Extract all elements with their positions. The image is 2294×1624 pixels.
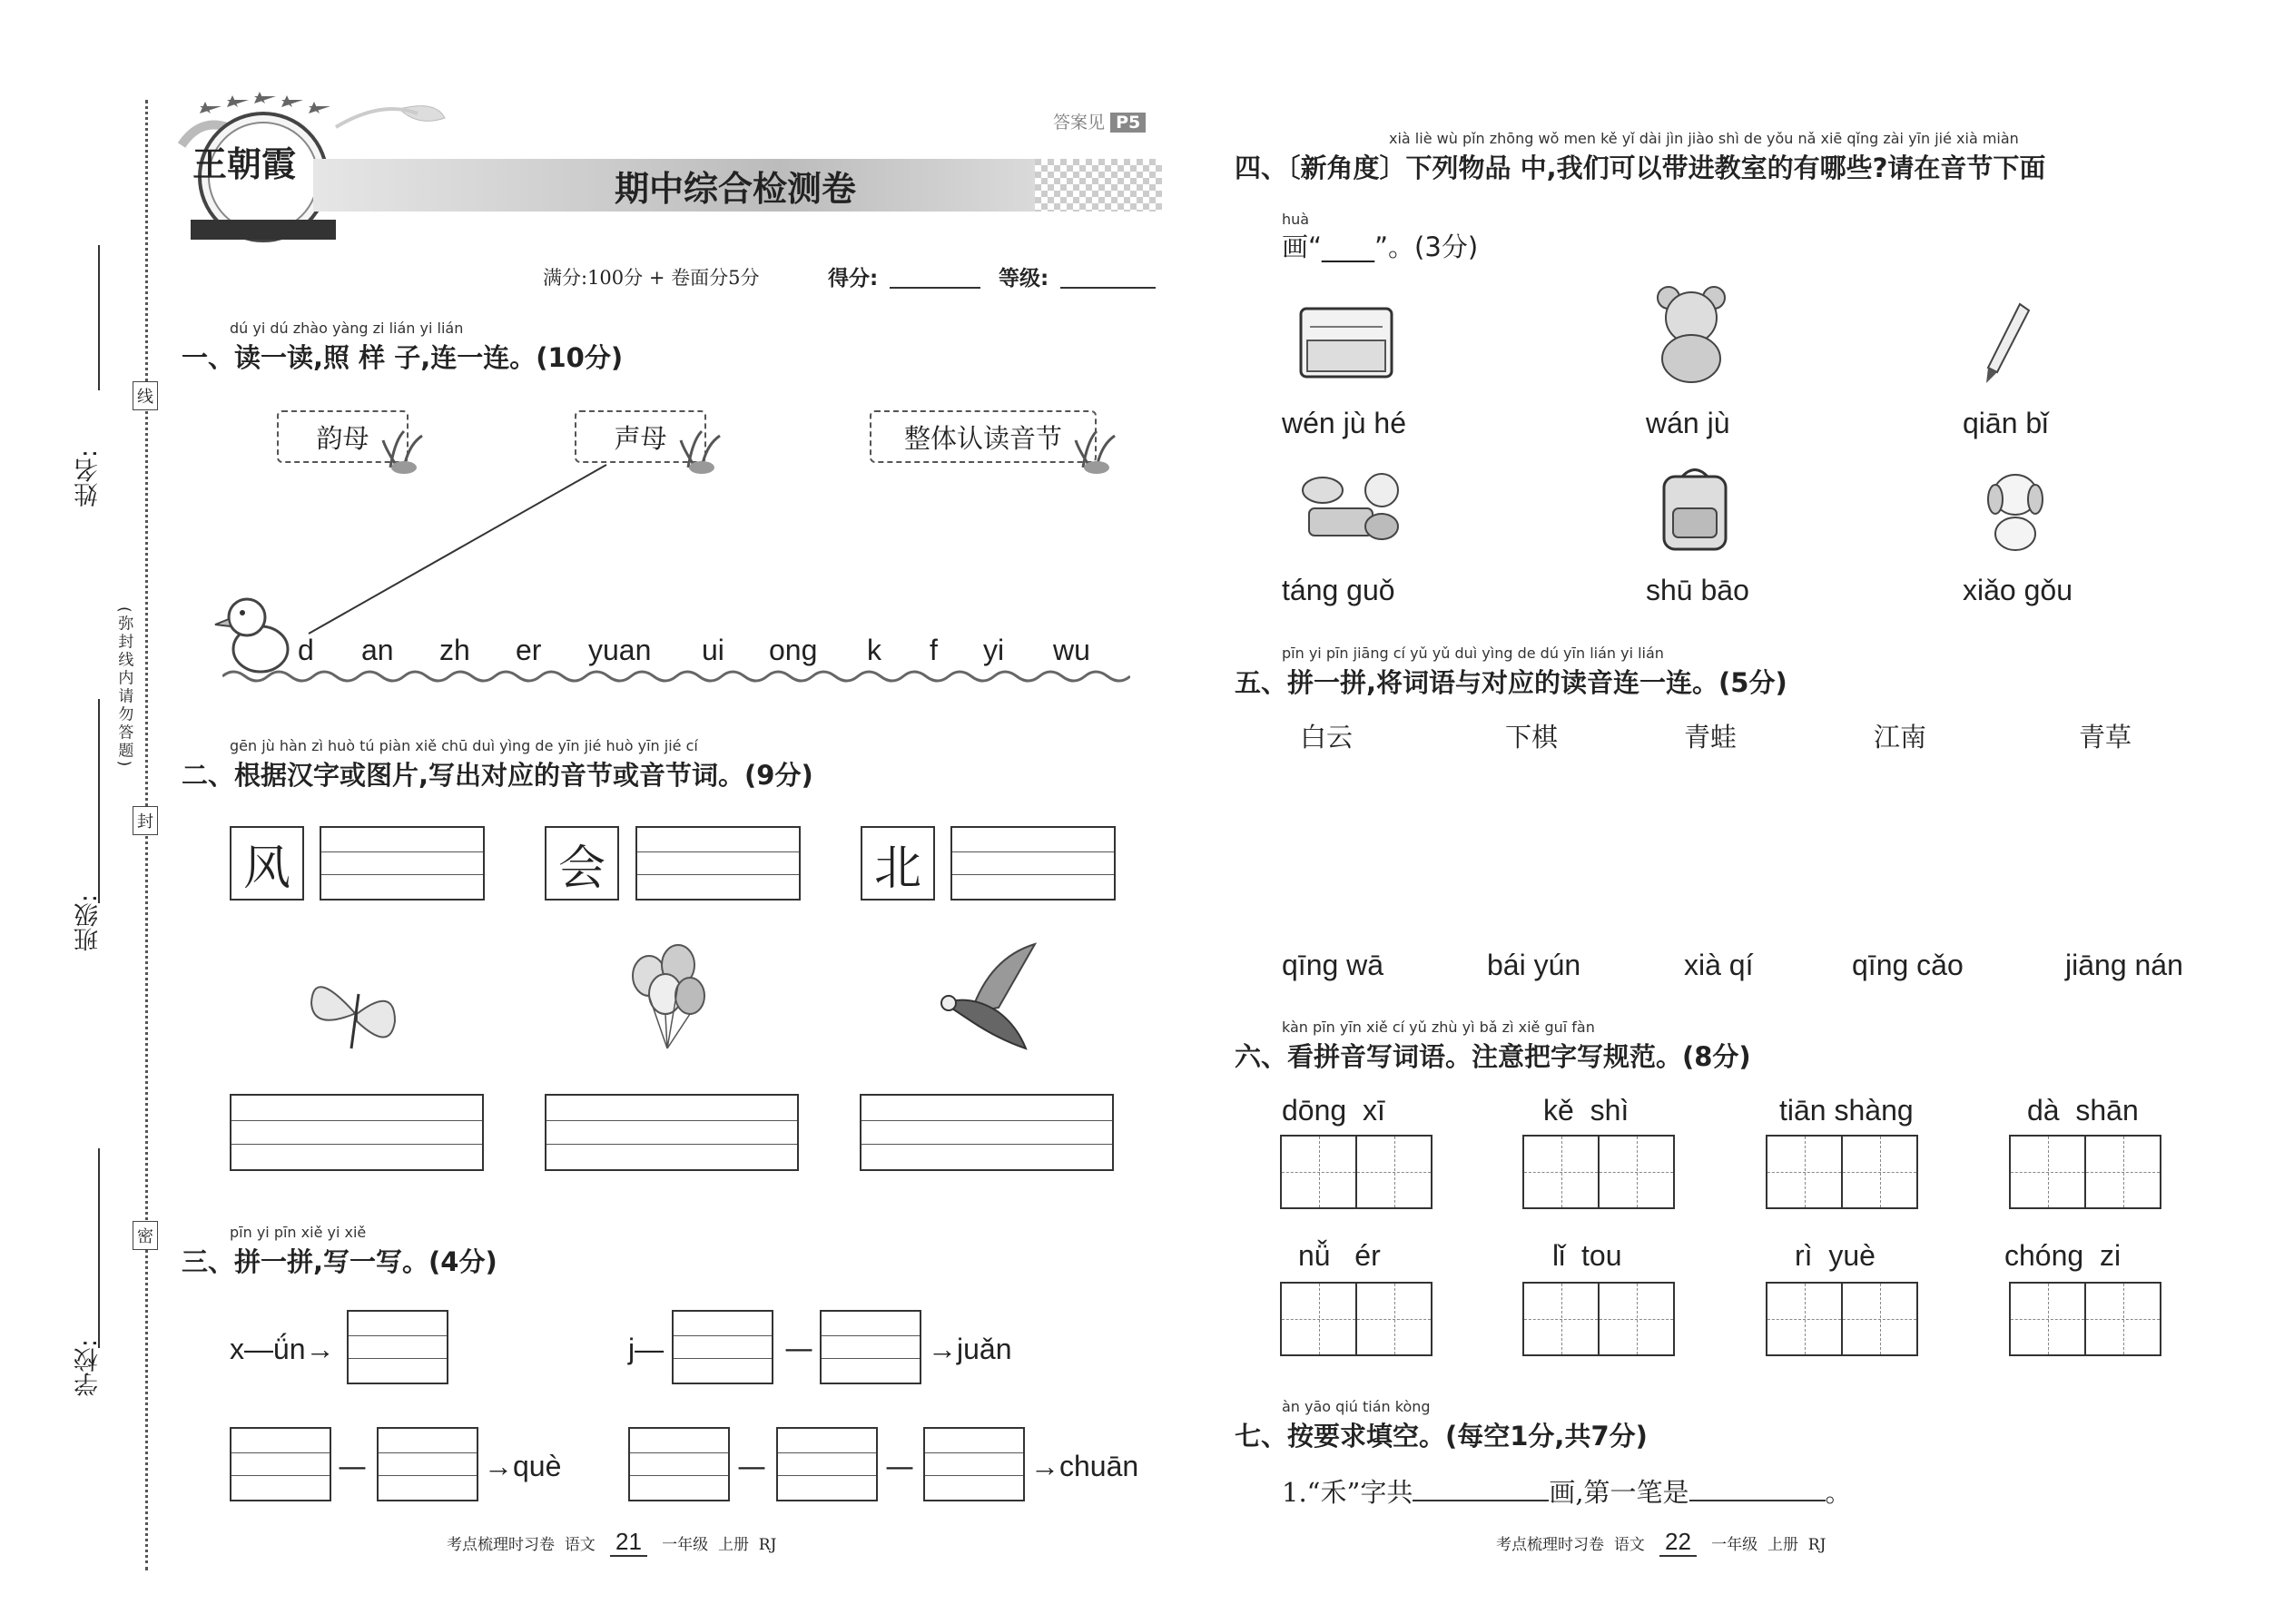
- q7-blank-first-stroke[interactable]: [1689, 1500, 1826, 1501]
- q3-dash: —: [784, 1331, 813, 1365]
- q1-syllable[interactable]: f: [930, 634, 938, 666]
- puppy-icon: [1979, 463, 2052, 554]
- q6-prompt: nǚ ér: [1298, 1239, 1381, 1272]
- q7-blank-strokes[interactable]: [1413, 1500, 1549, 1501]
- q3-dash: —: [737, 1449, 766, 1483]
- tian-grid[interactable]: [1280, 1282, 1433, 1356]
- candy-icon: [1291, 468, 1409, 545]
- q4-title: 四、〔新角度〕下列物品 中,我们可以带进教室的有哪些?请在音节下面: [1235, 153, 2046, 183]
- class-line: [98, 699, 100, 903]
- tian-grid[interactable]: [1280, 1135, 1433, 1209]
- q4-item-pinyin[interactable]: wén jù hé: [1282, 407, 1406, 439]
- q5-reading[interactable]: qīng wā: [1282, 949, 1384, 981]
- q3-answer-box[interactable]: [230, 1427, 331, 1501]
- q4-item-pinyin[interactable]: shū bāo: [1646, 574, 1749, 606]
- q1-pinyin: dú yi dú zhào yàng zi lián yi lián: [230, 320, 464, 337]
- tian-grid[interactable]: [1766, 1135, 1918, 1209]
- q6-prompt: rì yuè: [1795, 1239, 1876, 1272]
- q2-answer-box[interactable]: [635, 826, 801, 901]
- q1-syllable[interactable]: k: [867, 634, 881, 666]
- q1-syllable[interactable]: zh: [439, 634, 470, 666]
- q5-word[interactable]: 青蛙: [1684, 722, 1738, 753]
- q6-prompt: tiān shàng: [1779, 1094, 1914, 1127]
- q1-syllable[interactable]: wu: [1053, 634, 1090, 666]
- footer-left: 考点梳理时习卷 语文 21 一年级 上册 RJ: [447, 1528, 777, 1555]
- q6-prompt: dà shān: [2027, 1094, 2139, 1127]
- grade-label: 等级:: [999, 267, 1049, 290]
- tian-grid[interactable]: [1522, 1135, 1675, 1209]
- q1-box-whole-syllables[interactable]: 整体认读音节: [870, 410, 1097, 463]
- q4-line2: 画“____”。(3分): [1282, 231, 1479, 262]
- q2-picture-answer-box[interactable]: [230, 1094, 484, 1171]
- q3-pinyin: pīn yi pīn xiě yi xiě: [230, 1224, 367, 1241]
- q3-dash: —: [338, 1449, 367, 1483]
- score-label: 得分:: [828, 267, 879, 290]
- seal-mark-seal: 封: [133, 806, 158, 835]
- q6-prompt: kě shì: [1543, 1094, 1629, 1127]
- q5-reading[interactable]: jiāng nán: [2065, 949, 2183, 981]
- q1-syllable[interactable]: yi: [983, 634, 1005, 666]
- q2-answer-box[interactable]: [950, 826, 1116, 901]
- q6-pinyin: kàn pīn yīn xiě cí yǔ zhù yì bǎ zì xiě guī fàn: [1282, 1019, 1595, 1036]
- q1-syllable[interactable]: an: [361, 634, 394, 666]
- q2-char-box: 会: [545, 826, 619, 901]
- q5-title: 五、拼一拼,将词语与对应的读音连一连。(5分): [1235, 667, 1787, 698]
- q1-syllable[interactable]: ong: [769, 634, 818, 666]
- q1-title: 一、读一读,照 样 子,连一连。(10分): [182, 342, 624, 373]
- q2-picture-answer-box[interactable]: [545, 1094, 799, 1171]
- q3-answer-box[interactable]: [672, 1310, 773, 1384]
- q3-title: 三、拼一拼,写一写。(4分): [182, 1246, 497, 1277]
- q1-syllable[interactable]: yuan: [588, 634, 652, 666]
- q3-answer-box[interactable]: [347, 1310, 448, 1384]
- q3-formula: →què: [484, 1450, 562, 1482]
- q1-syllable[interactable]: ui: [702, 634, 724, 666]
- q4-pinyin: xià liè wù pǐn zhōng wǒ men kě yǐ dài jìn jiào shì de yǒu nǎ xiē qǐng zài yīn jié xià miàn: [1389, 130, 2019, 147]
- q7-item-1: 1.“禾”字共 画,第一笔是 。: [1282, 1477, 1852, 1508]
- butterfly-icon: [304, 958, 404, 1067]
- q3-formula: →juǎn: [928, 1333, 1012, 1365]
- q6-prompt: lǐ tou: [1552, 1239, 1622, 1272]
- q3-answer-box[interactable]: [377, 1427, 478, 1501]
- q5-word[interactable]: 江南: [1874, 722, 1927, 753]
- teddy-bear-icon: [1641, 281, 1741, 386]
- backpack-icon: [1657, 463, 1734, 554]
- school-label: 学校:: [74, 1339, 103, 1397]
- q2-answer-box[interactable]: [320, 826, 485, 901]
- q3-answer-box[interactable]: [776, 1427, 878, 1501]
- pencil-icon: [1979, 300, 2033, 386]
- logo-text: 王朝霞: [192, 143, 297, 184]
- q1-box-finals[interactable]: 韵母: [277, 410, 409, 463]
- q3-dash: —: [885, 1449, 914, 1483]
- q6-prompt: dōng xī: [1282, 1094, 1385, 1127]
- q4-item-pinyin[interactable]: táng guǒ: [1282, 574, 1395, 606]
- name-label: 姓名:: [74, 449, 103, 507]
- q2-pinyin: gēn jù hàn zì huò tú piàn xiě chū duì yìng de yīn jié huò yīn jié cí: [230, 737, 698, 754]
- wave-line: [222, 667, 1130, 685]
- tian-grid[interactable]: [1766, 1282, 1918, 1356]
- pencil-case-icon: [1296, 300, 1396, 386]
- school-line: [98, 1148, 100, 1348]
- q5-pinyin: pīn yi pīn jiāng cí yǔ yǔ duì yìng de dú yīn lián yi lián: [1282, 645, 1664, 662]
- q5-word[interactable]: 青草: [2079, 722, 2132, 753]
- answer-page-badge: P5: [1110, 113, 1146, 133]
- eagle-icon: [935, 940, 1044, 1058]
- q3-formula: x—ǘn→: [230, 1333, 335, 1365]
- balloons-icon: [622, 940, 713, 1062]
- tian-grid[interactable]: [2009, 1135, 2161, 1209]
- tian-grid[interactable]: [1522, 1282, 1675, 1356]
- seal-note: (弥封线内请勿答题): [114, 606, 133, 770]
- q4-item-pinyin[interactable]: xiǎo gǒu: [1963, 574, 2072, 606]
- q2-char-box: 北: [861, 826, 935, 901]
- page-title: 期中综合检测卷: [614, 169, 856, 209]
- page-number: 22: [1659, 1528, 1697, 1557]
- tian-grid[interactable]: [2009, 1282, 2161, 1356]
- q5-reading[interactable]: qīng cǎo: [1852, 949, 1964, 981]
- q3-formula: →chuān: [1030, 1450, 1139, 1482]
- q1-box-initials[interactable]: 声母: [575, 410, 706, 463]
- q1-syllable[interactable]: d: [298, 634, 314, 666]
- score-info: 满分:100分 + 卷面分5分: [543, 267, 760, 289]
- q4-item-pinyin[interactable]: wán jù: [1646, 407, 1730, 439]
- page-number: 21: [610, 1528, 647, 1557]
- q2-char-box: 风: [230, 826, 304, 901]
- seal-mark-line: 线: [133, 381, 158, 410]
- q7-title: 七、按要求填空。(每空1分,共7分): [1235, 1421, 1648, 1452]
- q4-line2-pinyin: huà: [1282, 211, 1310, 228]
- q2-title: 二、根据汉字或图片,写出对应的音节或音节词。(9分): [182, 760, 813, 791]
- q6-title: 六、看拼音写词语。注意把字写规范。(8分): [1235, 1041, 1751, 1072]
- q5-word[interactable]: 下棋: [1505, 722, 1559, 753]
- q7-pinyin: àn yāo qiú tián kòng: [1282, 1398, 1431, 1415]
- q2-picture-answer-box[interactable]: [860, 1094, 1114, 1171]
- q3-answer-box[interactable]: [923, 1427, 1025, 1501]
- seal-mark-secret: 密: [133, 1221, 158, 1250]
- q3-formula: j—: [628, 1333, 665, 1365]
- footer-right: 考点梳理时习卷 语文 22 一年级 上册 RJ: [1496, 1528, 1826, 1555]
- q1-syllable[interactable]: er: [516, 634, 542, 666]
- q5-word[interactable]: 白云: [1300, 722, 1354, 753]
- answer-ref: 答案见 P5: [1053, 109, 1146, 133]
- example-connect-line: [0, 0, 1180, 726]
- q5-reading[interactable]: bái yún: [1487, 949, 1581, 981]
- q6-prompt: chóng zi: [2004, 1239, 2122, 1272]
- q5-reading[interactable]: xià qí: [1684, 949, 1754, 981]
- q4-item-pinyin[interactable]: qiān bǐ: [1963, 407, 2049, 439]
- q3-answer-box[interactable]: [628, 1427, 730, 1501]
- q3-answer-box[interactable]: [820, 1310, 921, 1384]
- duck-icon: [211, 581, 292, 681]
- class-label: 班级:: [74, 894, 103, 952]
